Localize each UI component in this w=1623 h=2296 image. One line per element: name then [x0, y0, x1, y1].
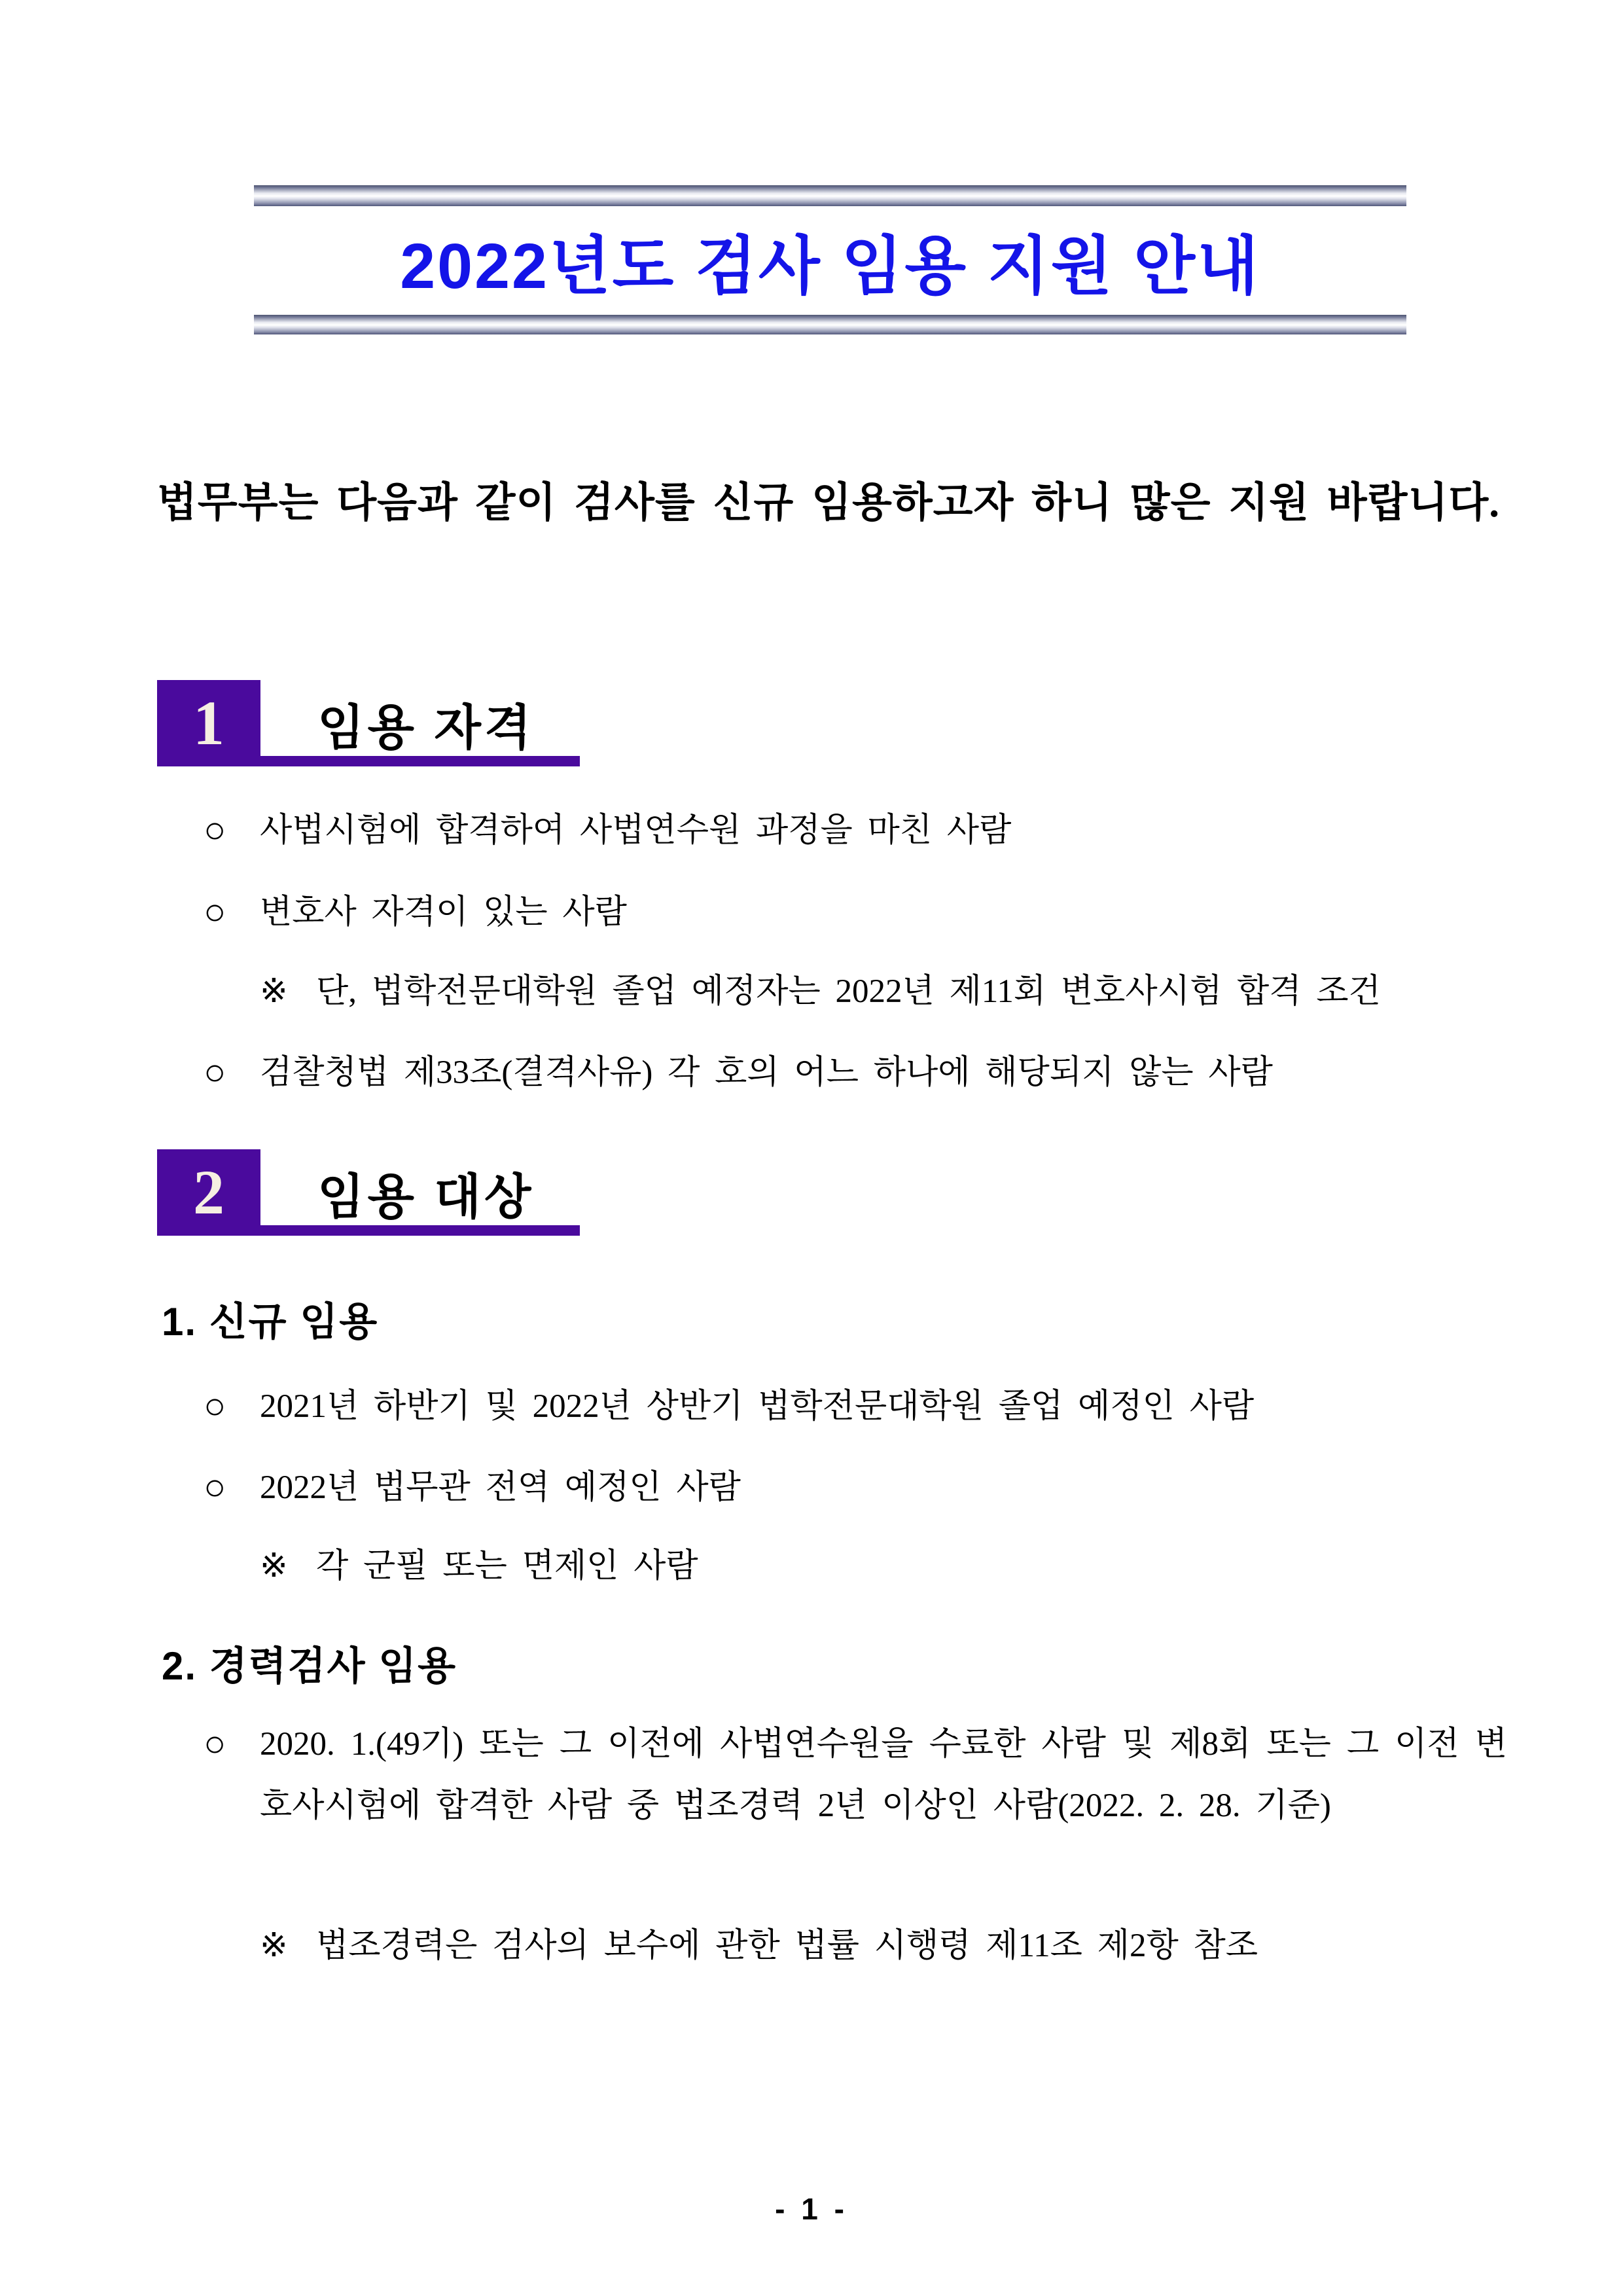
note-item — [260, 971, 1381, 1012]
section-1-title: 임용 자격 — [317, 700, 535, 755]
section-2-title: 임용 대상 — [317, 1170, 535, 1224]
subsection-label: 2. 경력검사 임용 — [162, 1644, 457, 1688]
title-area — [254, 206, 1406, 315]
list-item — [204, 1052, 1273, 1093]
banner-top-rule — [254, 185, 1406, 206]
section-2-number-badge — [157, 1149, 260, 1236]
banner-bottom-rule — [254, 315, 1406, 334]
note-item — [260, 1926, 1258, 1966]
circle-bullet-marker: ○ — [204, 1052, 226, 1093]
circle-bullet-marker: ○ — [204, 1723, 226, 1765]
subsection-label: 1. 신규 임용 — [162, 1300, 379, 1344]
circle-bullet-marker: ○ — [204, 1467, 226, 1508]
list-item — [204, 1467, 741, 1508]
section-number: 1 — [193, 688, 224, 758]
note-item-text: 단, 법학전문대학원 졸업 예정자는 2022년 제11회 변호사시험 합격 조건 — [316, 973, 1381, 1010]
list-item-text: 2020. 1.(49기) 또는 그 이전에 사법연수원을 수료한 사람 및 제8회 또는 그 이전 변호사시험에 합격한 사람 중 법조경력 2년 이상인 사람(2022. 2. 28. 기준) — [260, 1726, 1507, 1824]
circle-bullet-marker: ○ — [204, 891, 226, 933]
reference-mark: ※ — [260, 1548, 288, 1585]
page-title: 2022년도 검사 임용 지원 안내 — [400, 230, 1260, 302]
section-underline — [260, 1225, 580, 1236]
reference-mark: ※ — [260, 973, 288, 1010]
list-item-text: 2021년 하반기 및 2022년 상반기 법학전문대학원 졸업 예정인 사람 — [260, 1388, 1255, 1425]
section-1-number-badge — [157, 680, 260, 766]
list-item — [204, 1386, 1254, 1427]
list-item-text: 검찰청법 제33조(결격사유) 각 호의 어느 하나에 해당되지 않는 사람 — [260, 1054, 1273, 1091]
note-item-text: 법조경력은 검사의 보수에 관한 법률 시행령 제11조 제2항 참조 — [316, 1928, 1258, 1964]
title-banner — [254, 185, 1406, 334]
list-item-text: 변호사 자격이 있는 사람 — [260, 894, 627, 931]
note-item — [260, 1546, 698, 1587]
list-item — [204, 1713, 1507, 1837]
reference-mark: ※ — [260, 1928, 288, 1964]
intro-paragraph: 법무부는 다음과 같이 검사를 신규 임용하고자 하니 많은 지원 바랍니다. — [157, 480, 1500, 526]
list-item-text: 사법시험에 합격하여 사법연수원 과정을 마친 사람 — [260, 812, 1012, 849]
circle-bullet-marker: ○ — [204, 810, 226, 851]
section-number: 2 — [193, 1157, 224, 1227]
list-item-text: 2022년 법무관 전역 예정인 사람 — [260, 1469, 741, 1506]
page-number: - 1 - — [775, 2192, 848, 2226]
list-item — [204, 810, 1011, 851]
note-item-text: 각 군필 또는 면제인 사람 — [316, 1548, 698, 1585]
circle-bullet-marker: ○ — [204, 1386, 226, 1427]
section-underline — [260, 756, 580, 766]
section-2-header — [157, 1149, 746, 1236]
section-1-header — [157, 680, 746, 766]
list-item — [204, 892, 627, 933]
